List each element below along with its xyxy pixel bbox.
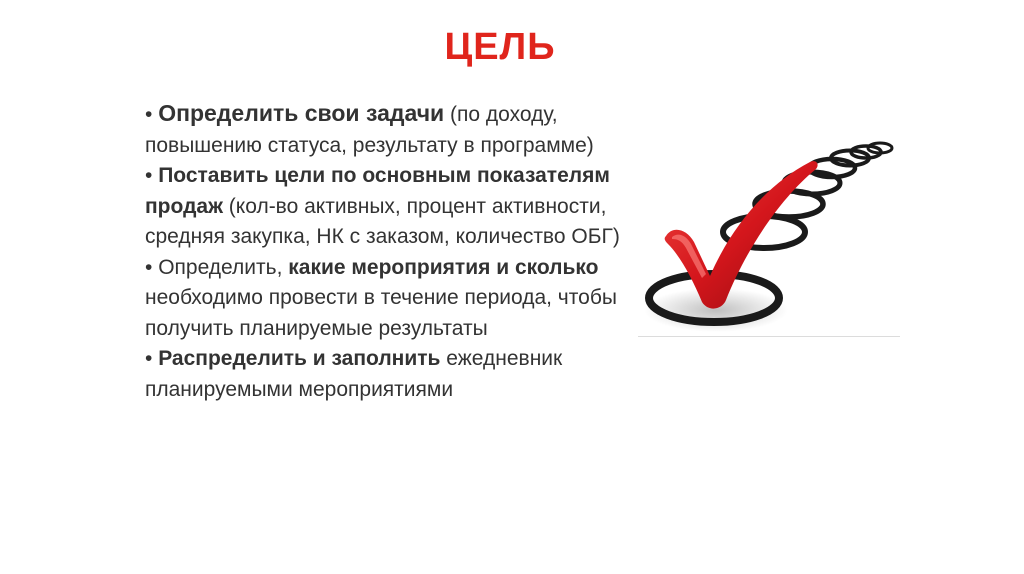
bullet-text: (по доходу, повышению статуса, результату в программе): [145, 103, 594, 157]
bullet-list: [145, 98, 645, 405]
bullet-item: [145, 253, 645, 345]
checkmark-shape: [665, 161, 818, 308]
bullet-bold-text: какие мероприятия и сколько: [288, 255, 599, 279]
bullet-text: (кол-во активных, процент активности, средняя закупка, НК с заказом, количество ОБГ): [145, 194, 620, 248]
bullet-bold-text: Определить свои задачи: [158, 100, 445, 126]
bullet-marker: •: [145, 103, 159, 126]
bullet-item: [145, 98, 645, 161]
checkmark-circles-picture: [638, 138, 900, 338]
bullet-marker: •: [145, 255, 159, 279]
picture-border: [638, 336, 900, 337]
bullet-marker: •: [145, 347, 159, 370]
bullet-item: [145, 161, 645, 253]
bullet-text: необходимо провести в течение периода, чтобы получить планируемые результаты: [145, 286, 617, 340]
bullet-bold-text: Распределить и заполнить: [158, 347, 441, 370]
bullet-text: ежедневник планируемыми мероприятиями: [145, 347, 563, 401]
bullet-bold-text: Поставить цели по основным показателям продаж: [145, 164, 610, 218]
slide-title: ЦЕЛЬ: [444, 26, 556, 68]
bullet-text-prefix: Определить,: [158, 255, 289, 279]
checkmark-circles-icon: [638, 138, 900, 338]
bullet-marker: •: [145, 164, 159, 187]
bullet-item: [145, 344, 645, 405]
